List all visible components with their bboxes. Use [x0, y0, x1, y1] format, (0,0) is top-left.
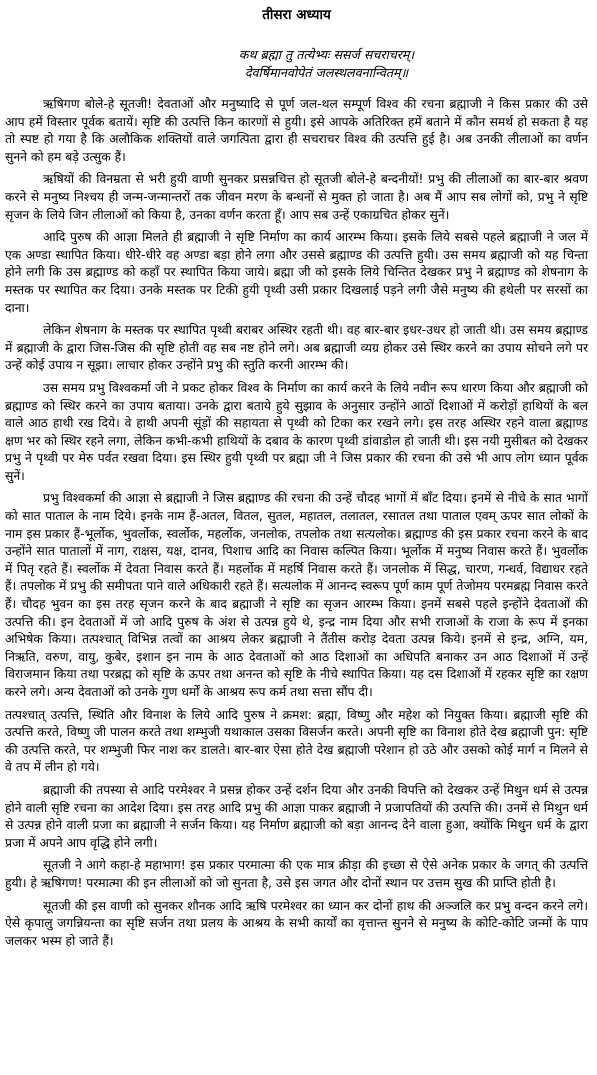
paragraph: प्रभु विश्वकर्मा की आज्ञा से ब्रह्माजी ने जिस ब्रह्माण्ड की रचना की उन्हें चौदह भागों में बाँट दिया। इनमें से नीचे के सात भागों को सात पाताल के नाम दिये। इनके नाम हैं-अतल, वितल, सुतल, महातल, तलातल, रसातल तथा पाताल एवम् ऊपर सात लोकों के नाम इस प्रकार हैं-भूर्लोक, भुवर्लोक, स्वर्लोक, महर्लोक, जनलोक, तपलोक तथा सत्यलोक। ब्रह्माण्ड की इस प्रकार रचना करने के बाद उन्होंने सात पातालों में नाग, राक्षस, यक्ष, दानव, पिशाच आदि का निवास कल्पित किया। भूर्लोक में मनुष्य निवास करते हैं। भुवर्लोक में पितृ रहते हैं। स्वर्लोक में देवता निवास करते हैं। महर्लोक में महर्षि निवास करते हैं। जनलोक में सिद्ध, चारण, गन्धर्व, विद्याधर रहते हैं। तपलोक में प्रभु की समीपता पाने वाले अधिकारी रहते हैं। सत्यलोक में आनन्द स्वरूप पूर्ण काम पूर्ण तेजोमय परमब्रह्म निवास करते हैं। चौदह भुवन का इस तरह सृजन करने के बाद ब्रह्माजी ने सृष्टि का सृजन आरम्भ किया। इनमें सबसे पहले इन्होंने देवताओं की उत्पत्ति की। इन देवताओं में जो आदि पुरुष के अंश से उत्पन्न हुये थे, इन्द्र नाम दिया और सभी राजाओं के राजा के रूप में इनका अभिषेक किया। तत्पश्चात् विभिन्न तत्वों का आश्रय लेकर ब्रह्माजी ने तैंतीस करोड़ देवता उत्पन्न किये। इनमें से इन्द्र, अग्नि, यम, निऋति, वरुण, वायु, कुबेर, इशान इन नाम के आठ देवताओं को आठ दिशाओं का अधिपति बनाकर उन आठ दिशाओं में उन्हें विराजमान किया तथा परब्रह्म को सृष्टि के ऊपर तथा अनन्त को सृष्टि के नीचे स्थापित किया। यह दस दिशाओं में रहकर सृष्टि का रक्षण करने लगे। अन्य देवताओं को उनके गुण धर्मों के आश्रय रूप कर्म तथा सत्ता सौंप दी।	[5, 491, 588, 699]
shloka-line-2: देवर्षिमानवोपेतं जलस्थलवनान्वितम्॥	[244, 65, 409, 80]
paragraph: सूतजी की इस वाणी को सुनकर शौनक आदि ऋषि परमेश्वर का ध्यान कर दोनों हाथ की अञ्जलि कर प्रभु वन्दन करने लगे। ऐसे कृपालु जगन्नियन्ता का सृष्टि सर्जन तथा प्रलय के आश्रय के सभी कार्यों का वृत्तान्त सुनने से मनुष्य के कोटि-कोटि जन्मों के पाप जलकर भस्म हो जाते हैं।	[5, 898, 588, 948]
paragraph: लेकिन शेषनाग के मस्तक पर स्थापित पृथ्वी बराबर अस्थिर रहती थी। वह बार-बार इधर-उधर हो जाती थी। उस समय ब्रह्माण्ड में ब्रह्माजी के द्वारा जिस-जिस की सृष्टि होती वह सब नष्ट होने लगे। अब ब्रह्माजी व्यग्र होकर उसे स्थिर करने का उपाय सोचने लगे पर उन्हें कोई उपाय न सूझा। लाचार होकर उन्होंने प्रभु की स्तुति करनी आरम्भ की।	[5, 323, 588, 373]
paragraph: ब्रह्माजी की तपस्या से आदि परमेश्वर ने प्रसन्न होकर उन्हें दर्शन दिया और उनकी विपत्ति को देखकर उन्हें मिथुन धर्म से उत्पन्न होने वाली सृष्टि रचना का आदेश दिया। इस तरह आदि प्रभु की आज्ञा पाकर ब्रह्माजी ने प्रजापतियों की उत्पत्ति की। उनमें से मिथुन धर्म से उत्पन्न होने वाली प्रजा का ब्रह्माजी ने सर्जन किया। यह निर्माण ब्रह्माजी को बड़ा आनन्द देने वाला हुआ, क्योंकि मिथुन धर्म के द्वारा प्रजा में अपने आप वृद्धि होने लगी।	[5, 782, 588, 850]
paragraph: सूतजी ने आगे कहा-हे महाभाग! इस प्रकार परमात्मा की एक मात्र क्रीड़ा की इच्छा से ऐसे अनेक प्रकार के जगत् की उत्पत्ति हुयी। हे ऋषिगण! परमात्मा की इन लीलाओं को जो सुनता है, उसे इस जगत और दोनों स्थान पर उत्तम सुख की प्राप्ति होती है।	[5, 858, 588, 890]
shloka-line-1: कथ ब्रह्मा तु तत्येभ्यः ससर्ज सचराचरम्।	[238, 47, 415, 62]
paragraph: उस समय प्रभु विश्वकर्मा जी ने प्रकट होकर विश्व के निर्माण का कार्य करने के लिये नवीन रूप धारण किया और ब्रह्माजी को ब्रह्माण्ड को स्थिर करने का उपाय बताया। उनके द्वारा बताये हुये सुझाव के अनुसार उन्होंने आठों दिशाओं में करोड़ों हाथियों के बल वाले आठ हाथी रख दिये। वे हाथी अपनी सूंड़ों की सहायता से पृथ्वी को टिका कर रखने लगे। इस तरह अस्थिर रहने वाला ब्रह्माण्ड क्षण भर को स्थिर रहने लगा, लेकिन कभी-कभी हाथियों के दबाव के कारण पृथ्वी डांवाडोल हो जाती थी। इस नयी मुसीबत को देखकर प्रभु ने पृथ्वी पर मेरु पर्वत रखवा दिया। इस स्थिर हुयी पृथ्वी पर ब्रह्मा जी ने जिस प्रकार की रचना की उसे भी आप लोग ध्यान पूर्वक सुनें।	[5, 380, 588, 483]
paragraph: ऋषिगण बोले-हे सूतजी! देवताओं और मनुष्यादि से पूर्ण जल-थल सम्पूर्ण विश्व की रचना ब्रह्माजी ने किस प्रकार की उसे आप हमें विस्तार पूर्वक बतायें। सृष्टि की उत्पत्ति किन कारणों से हुयी। इसे आपके अतिरिक्त हमें बताने में कौन समर्थ हो सकता है यह तो स्पष्ट हो गया है कि अलौकिक शक्तियों वाले जगत्पिता द्वारा ही सचराचर विश्व की उत्पत्ति हुई है। अब उनकी लीलाओं का वर्णन सुनने को हम बड़े उत्सुक हैं।	[5, 97, 588, 164]
chapter-body	[5, 96, 588, 950]
paragraph: तत्पश्चात् उत्पत्ति, स्थिति और विनाश के लिये आदि पुरुष ने क्रमश: ब्रह्मा, विष्णु और महेश को नियुक्त किया। ब्रह्माजी सृष्टि की उत्पत्ति करते, विष्णु जी पालन करते तथा शम्भुजी यथाकाल उसका विसर्जन करते। अपनी सृष्टि का विनाश होते देख ब्रह्माजी पुन: सृष्टि की उत्पत्ति करते, पर शम्भुजी फिर नाश कर डालते। बार-बार ऐसा होते देख ब्रह्माजी परेशान हो उठे और उसको कोई मार्ग न मिलने से वे तप में लीन हो गये।	[5, 707, 588, 775]
chapter-title: तीसरा अध्याय	[262, 7, 331, 23]
paragraph: आदि पुरुष की आज्ञा मिलते ही ब्रह्माजी ने सृष्टि निर्माण का कार्य आरम्भ किया। इसके लिये सबसे पहले ब्रह्माजी ने जल में एक अण्डा स्थापित किया। धीरे-धीरे वह अण्डा बड़ा होने लगा और उससे ब्रह्माण्ड की उत्पत्ति हुयी। उस समय ब्रह्माजी को यह चिन्ता होने लगी कि उस ब्रह्माण्ड को कहाँ पर स्थापित किया जाये। ब्रह्मा जी को इसके लिये चिन्तित देखकर प्रभु ने ब्रह्माण्ड को शेषनाग के मस्तक पर स्थापित कर दिया। उनके मस्तक पर टिकी हुयी पृथ्वी उसी प्रकार दिखलाई पड़ने लगी जैसे मनुष्य की हथेली पर सरसों का दाना।	[5, 230, 588, 315]
shloka-verse	[65, 46, 588, 82]
paragraph: ऋषियों की विनम्रता से भरी हुयी वाणी सुनकर प्रसन्नचित्त हो सूतजी बोले-हे बन्दनीयों! प्रभु की लीलाओं का बार-बार श्रवण करने से मनुष्य निश्चय ही जन्म-जन्मान्तरों तक जीवन मरण के बन्धनों से मुक्त हो जाता है। अब मैं आप सब लोगों को, प्रभु ने सृष्टि सृजन के लिये जिन लीलाओं को किया है, उनका वर्णन करता हूँ। आप सब उन्हें एकाग्रचित होकर सुनें।	[5, 172, 588, 222]
